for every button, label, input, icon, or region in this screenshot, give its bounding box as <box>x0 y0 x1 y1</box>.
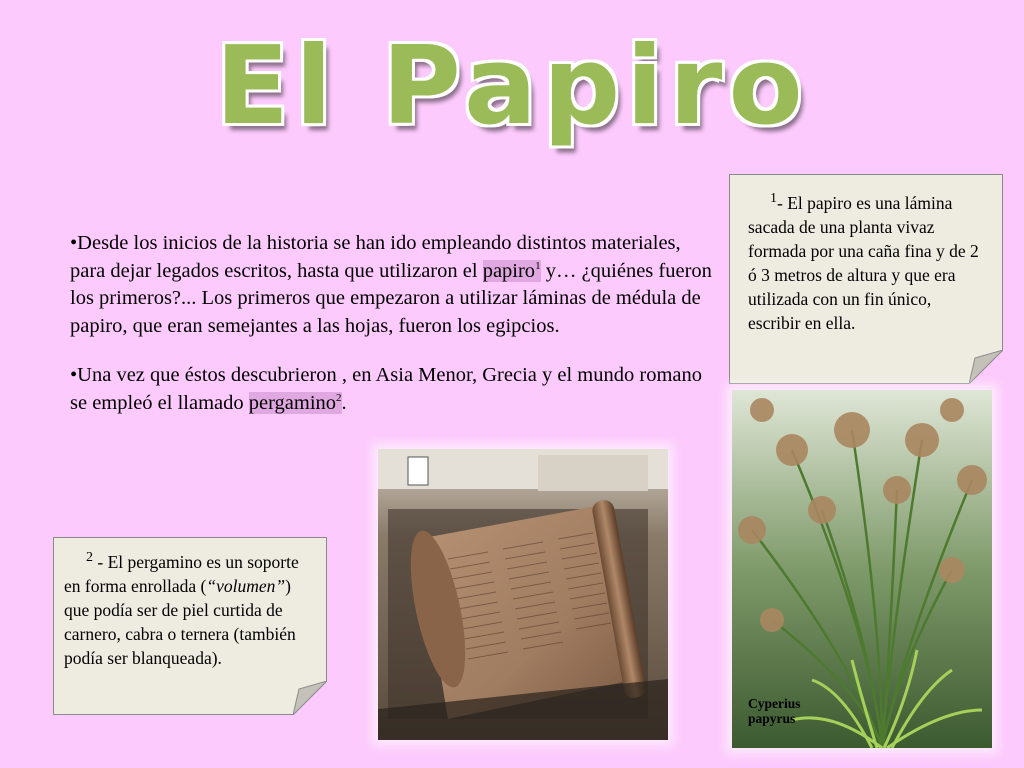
footnote-italic: “volumen” <box>206 576 286 596</box>
footnote-number-1: 1 <box>770 191 777 207</box>
paragraph-2-text-b: . <box>341 391 347 414</box>
paragraph-1 <box>70 230 720 340</box>
photo-caption: Cyperius papyrus <box>748 696 801 726</box>
papyrus-plant-photo <box>732 390 992 748</box>
footnote-number-2: 2 <box>86 550 93 566</box>
pergamino-link[interactable] <box>249 392 342 414</box>
papiro-link[interactable] <box>483 260 541 282</box>
paragraph-2 <box>70 362 720 417</box>
page-curl-icon <box>293 681 327 715</box>
footnote-ref-1: 1 <box>535 259 541 272</box>
footnote-text-2b: ) que podía ser de piel curtida de carnero, cabra o ternera (también podía ser blanqueada). <box>64 576 296 668</box>
footnote-ref-2: 2 <box>336 391 342 404</box>
body-text <box>70 230 720 439</box>
paragraph-1-text-a: •Desde los inicios de la historia se han ido empleando distintos materiales, para dejar legados escritos, hasta que utilizaron el <box>70 232 681 282</box>
torah-scroll-image <box>378 449 668 740</box>
pergamino-link-text[interactable]: pergamino <box>248 391 337 414</box>
page-curl-icon <box>969 350 1003 384</box>
footnote-text-1: - El papiro es una lámina sacada de una planta vivaz formada por una caña fina y de 2 ó 3 metros de altura y que era utilizada con un fin único, escribir en ella. <box>748 193 979 333</box>
slide-title: El Papiro <box>215 24 809 149</box>
scroll-photo <box>378 449 668 740</box>
papyrus-plant-image <box>732 390 992 748</box>
paragraph-1-text-b: y… ¿quiénes fueron los primeros?... Los primeros que empezaron a utilizar láminas de médula de papiro, que eran semejantes a las hojas, fueron los egipcios. <box>70 259 712 337</box>
footnote-box-pergamino <box>53 537 327 715</box>
footnote-box-papiro <box>729 174 1003 384</box>
papiro-link-text[interactable]: papiro <box>482 259 536 282</box>
paragraph-2-text-a: •Una vez que éstos descubrieron , en Asia Menor, Grecia y el mundo romano se empleó el llamado <box>70 364 702 414</box>
footnote-text-2a: - El pergamino es un soporte en forma enrollada ( <box>64 552 299 596</box>
